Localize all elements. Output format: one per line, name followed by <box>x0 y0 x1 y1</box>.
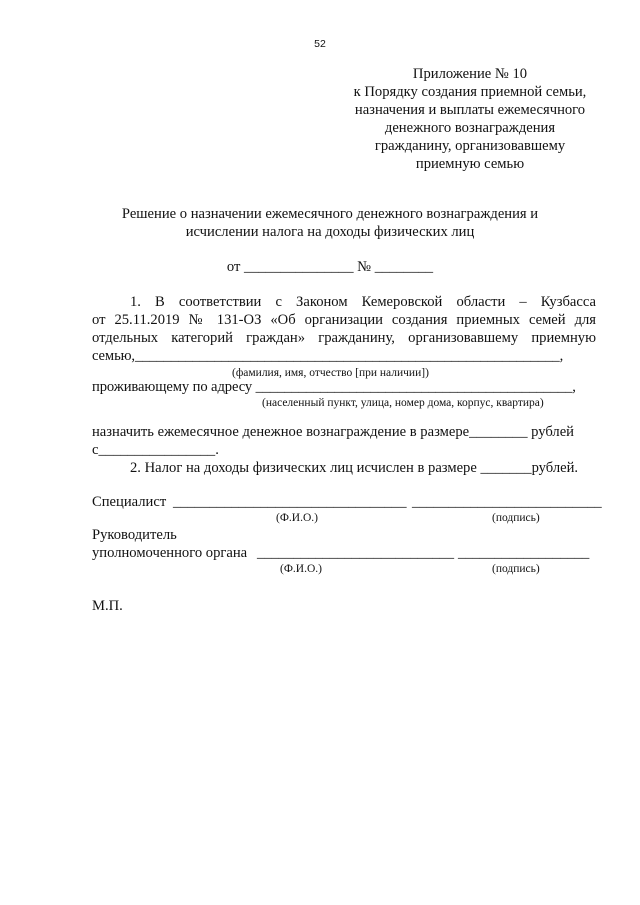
paragraph-2: 2. Налог на доходы физических лиц исчислен в размере _______рублей. <box>130 460 579 476</box>
paragraph-line: 1. В соответствии с Законом Кемеровской области – Кузбасса <box>130 294 596 310</box>
head-label-org: уполномоченного органа <box>92 545 248 561</box>
head-label: Руководитель <box>92 527 177 543</box>
paragraph-line: отдельных категорий граждан» гражданину, организовавшему приемную <box>92 330 596 346</box>
date-number-line: от _______________ № ________ <box>226 259 434 275</box>
seal-place: М.П. <box>92 598 123 614</box>
appendix-line: приемную семью <box>415 156 525 172</box>
head-fio-hint: (Ф.И.О.) <box>280 563 322 575</box>
specialist-sign-hint: (подпись) <box>492 512 540 524</box>
appendix-line: назначения и выплаты ежемесячного <box>354 102 586 118</box>
specialist-fio-hint: (Ф.И.О.) <box>276 512 318 524</box>
head-fio-line: ___________________________ <box>257 545 455 561</box>
head-sign-line: __________________ <box>458 545 590 561</box>
award-line: назначить ежемесячное денежное вознаграждение в размере________ рублей <box>92 424 574 440</box>
fio-hint: (фамилия, имя, отчество [при наличии]) <box>232 367 429 379</box>
fio-fill-line: семью,___________________________________________________________, <box>92 348 564 364</box>
address-fill-line: проживающему по адресу ____________________________________________, <box>92 379 576 395</box>
specialist-fio-line: ________________________________ <box>173 494 407 510</box>
appendix-line: гражданину, организовавшему <box>374 138 566 154</box>
appendix-line: Приложение № 10 <box>412 66 528 82</box>
address-hint: (населенный пункт, улица, номер дома, корпус, квартира) <box>262 397 544 409</box>
appendix-line: к Порядку создания приемной семьи, <box>353 84 587 100</box>
specialist-sign-line: __________________________ <box>412 494 602 510</box>
title-line: Решение о назначении ежемесячного денежного вознаграждения и <box>121 206 539 222</box>
award-start-line: с________________. <box>92 442 219 458</box>
page-number: 52 <box>314 38 326 50</box>
paragraph-line: от 25.11.2019 № 131-ОЗ «Об организации создания приемных семей для <box>92 312 596 328</box>
specialist-label: Специалист <box>92 494 167 510</box>
head-sign-hint: (подпись) <box>492 563 540 575</box>
title-line: исчислении налога на доходы физических лиц <box>185 224 475 240</box>
appendix-line: денежного вознаграждения <box>384 120 556 136</box>
